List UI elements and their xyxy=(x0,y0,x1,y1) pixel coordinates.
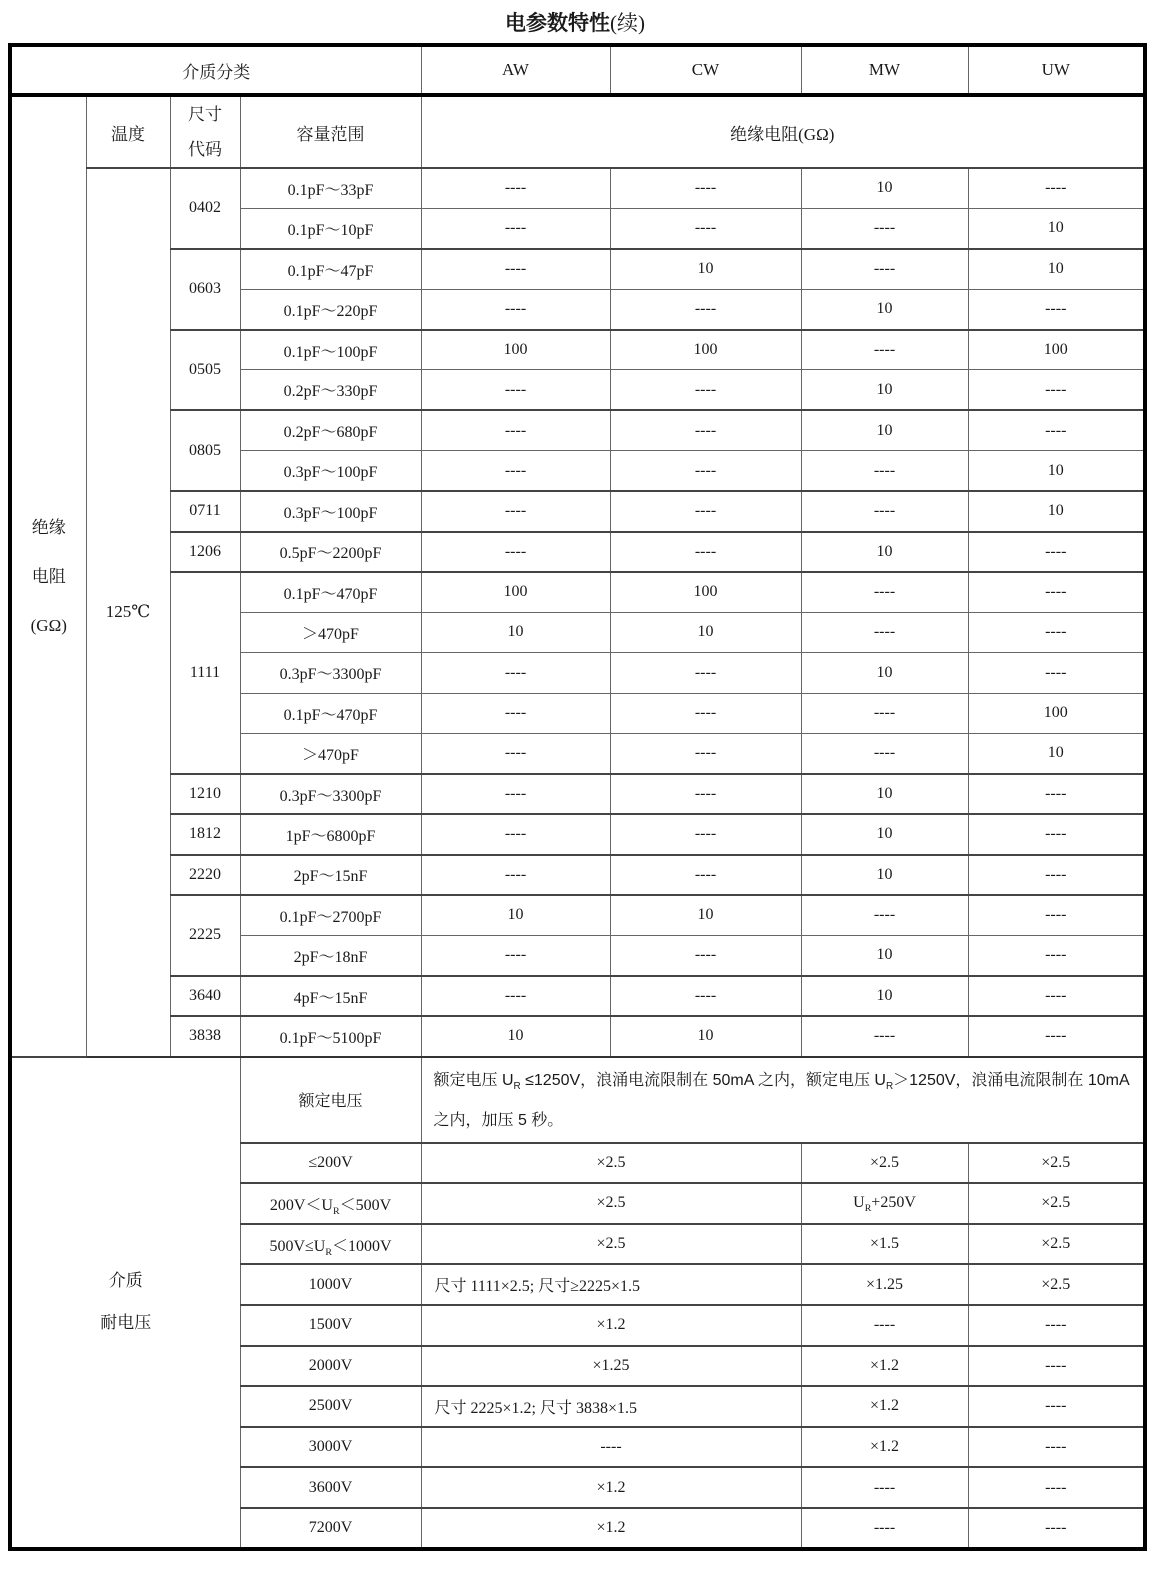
ir-value-aw: ---- xyxy=(421,370,610,410)
ir-value-mw: ---- xyxy=(801,895,968,935)
ir-value-aw: ---- xyxy=(421,168,610,208)
ir-value-cw: ---- xyxy=(610,410,801,450)
ir-value-uw: ---- xyxy=(968,855,1145,895)
capacity-range-cell: 1pF～6800pF xyxy=(240,814,421,854)
multiplier-awcw: ×2.5 xyxy=(421,1183,801,1224)
ir-value-mw: 10 xyxy=(801,653,968,693)
ir-value-mw: ---- xyxy=(801,208,968,248)
ir-value-cw: ---- xyxy=(610,976,801,1016)
ir-value-mw: ---- xyxy=(801,330,968,370)
table-row xyxy=(10,895,1145,935)
ir-value-uw: 10 xyxy=(968,451,1145,491)
ir-value-cw: 10 xyxy=(610,895,801,935)
ir-value-cw: 10 xyxy=(610,1016,801,1056)
capacity-range-cell: 0.5pF～2200pF xyxy=(240,532,421,572)
multiplier-uw: ---- xyxy=(968,1346,1145,1387)
ir-value-cw: 10 xyxy=(610,612,801,652)
ir-value-mw: 10 xyxy=(801,774,968,814)
ir-value-uw: ---- xyxy=(968,653,1145,693)
col-header-mw: MW xyxy=(801,45,968,95)
ir-value-aw: 10 xyxy=(421,895,610,935)
multiplier-awcw: 尺寸 2225×1.2; 尺寸 3838×1.5 xyxy=(421,1386,801,1427)
ir-value-mw: 10 xyxy=(801,935,968,975)
capacity-range-cell: 0.1pF～470pF xyxy=(240,572,421,612)
size-code-header-line: 尺寸 xyxy=(188,105,222,124)
withstand-voltage-row-label xyxy=(10,1057,240,1549)
ir-value-mw: 10 xyxy=(801,855,968,895)
multiplier-mw: ×2.5 xyxy=(801,1143,968,1184)
withstand-label-line: 介质 xyxy=(108,1271,143,1291)
multiplier-awcw: ---- xyxy=(421,1427,801,1468)
insulation-label-line: (GΩ) xyxy=(30,615,67,635)
ir-value-cw: ---- xyxy=(610,653,801,693)
voltage-cell: 2500V xyxy=(240,1386,421,1427)
table-row xyxy=(10,330,1145,370)
ir-value-aw: ---- xyxy=(421,733,610,773)
multiplier-awcw: ×1.25 xyxy=(421,1346,801,1387)
ir-value-cw: ---- xyxy=(610,168,801,208)
ir-value-aw: ---- xyxy=(421,774,610,814)
size-code-cell: 3640 xyxy=(170,976,240,1016)
ir-value-cw: 10 xyxy=(610,249,801,289)
rated-voltage-note-row xyxy=(10,1057,1145,1143)
ir-value-uw: ---- xyxy=(968,370,1145,410)
capacity-range-cell: 0.3pF～100pF xyxy=(240,451,421,491)
multiplier-uw: ---- xyxy=(968,1467,1145,1508)
size-code-cell: 3838 xyxy=(170,1016,240,1056)
size-code-cell: 2220 xyxy=(170,855,240,895)
ir-value-mw: 10 xyxy=(801,410,968,450)
ir-value-uw: ---- xyxy=(968,168,1145,208)
multiplier-awcw: ×2.5 xyxy=(421,1143,801,1184)
col-header-uw: UW xyxy=(968,45,1145,95)
multiplier-awcw: ×1.2 xyxy=(421,1508,801,1549)
voltage-cell: $500V\le U_R<1000V$ xyxy=(240,1224,421,1265)
multiplier-mw: $U_R+250V$ xyxy=(801,1183,968,1224)
ir-value-aw: ---- xyxy=(421,451,610,491)
ir-value-cw: ---- xyxy=(610,208,801,248)
ir-value-uw: ---- xyxy=(968,774,1145,814)
table-row xyxy=(10,1016,1145,1056)
table-row xyxy=(10,410,1145,450)
ir-value-aw: ---- xyxy=(421,814,610,854)
ir-value-cw: ---- xyxy=(610,370,801,410)
voltage-cell: 1000V xyxy=(240,1264,421,1305)
ir-value-mw: 10 xyxy=(801,168,968,208)
ir-value-uw: ---- xyxy=(968,612,1145,652)
table-row xyxy=(10,532,1145,572)
capacity-range-cell: 0.2pF～680pF xyxy=(240,410,421,450)
multiplier-uw: ×2.5 xyxy=(968,1183,1145,1224)
voltage-cell: 1500V xyxy=(240,1305,421,1346)
ir-value-uw: ---- xyxy=(968,814,1145,854)
capacity-range-header: 容量范围 xyxy=(240,95,421,168)
ir-value-uw: 10 xyxy=(968,249,1145,289)
capacity-range-cell: 0.1pF～5100pF xyxy=(240,1016,421,1056)
capacity-range-cell: 0.1pF～220pF xyxy=(240,289,421,329)
size-code-cell: 2225 xyxy=(170,895,240,976)
table-row xyxy=(10,774,1145,814)
size-code-header xyxy=(170,95,240,168)
size-code-cell: 0402 xyxy=(170,168,240,249)
ir-value-aw: 100 xyxy=(421,330,610,370)
spec-table xyxy=(8,43,1147,1551)
rated-voltage-note: 额定电压 $U_R \le 1250V$，浪涌电流限制在 50mA 之内，额定电压 $U_R>1250V$，浪涌电流限制在 10mA 之内，加压 5 秒。 xyxy=(421,1057,1145,1143)
capacity-range-cell: 0.3pF～3300pF xyxy=(240,774,421,814)
capacity-range-cell: 0.3pF～100pF xyxy=(240,491,421,531)
ir-value-mw: ---- xyxy=(801,693,968,733)
size-code-cell: 0505 xyxy=(170,330,240,411)
size-code-cell: 0805 xyxy=(170,410,240,491)
ir-value-mw: 10 xyxy=(801,370,968,410)
ir-value-mw: ---- xyxy=(801,249,968,289)
ir-value-uw: ---- xyxy=(968,289,1145,329)
temperature-header: 温度 xyxy=(86,95,170,168)
ir-value-aw: 10 xyxy=(421,612,610,652)
table-row xyxy=(10,491,1145,531)
ir-value-uw: 10 xyxy=(968,491,1145,531)
ir-value-aw: ---- xyxy=(421,208,610,248)
ir-value-uw: ---- xyxy=(968,935,1145,975)
capacity-range-cell: 2pF～18nF xyxy=(240,935,421,975)
voltage-cell: 2000V xyxy=(240,1346,421,1387)
ir-value-uw: ---- xyxy=(968,1016,1145,1056)
table-row xyxy=(10,814,1145,854)
ir-value-uw: ---- xyxy=(968,532,1145,572)
table-subheader-row xyxy=(10,95,1145,168)
col-header-cw: CW xyxy=(610,45,801,95)
capacity-range-cell: 2pF～15nF xyxy=(240,855,421,895)
ir-value-uw: ---- xyxy=(968,976,1145,1016)
multiplier-mw: ×1.25 xyxy=(801,1264,968,1305)
page-title-main: 电参数特性 xyxy=(505,11,610,35)
voltage-cell: ≤200V xyxy=(240,1143,421,1184)
size-code-cell: 1111 xyxy=(170,572,240,774)
voltage-cell: 3600V xyxy=(240,1467,421,1508)
ir-value-cw: ---- xyxy=(610,814,801,854)
size-code-header-line: 代码 xyxy=(188,140,222,159)
capacity-range-cell: 4pF～15nF xyxy=(240,976,421,1016)
ir-value-mw: ---- xyxy=(801,572,968,612)
ir-value-uw: ---- xyxy=(968,410,1145,450)
size-code-cell: 1812 xyxy=(170,814,240,854)
capacity-range-cell: 0.1pF～33pF xyxy=(240,168,421,208)
capacity-range-cell: 0.1pF～47pF xyxy=(240,249,421,289)
multiplier-mw: ×1.5 xyxy=(801,1224,968,1265)
ir-value-aw: ---- xyxy=(421,935,610,975)
capacity-range-cell: ＞470pF xyxy=(240,733,421,773)
size-code-cell: 0603 xyxy=(170,249,240,330)
ir-value-cw: ---- xyxy=(610,935,801,975)
col-header-aw: AW xyxy=(421,45,610,95)
voltage-cell: 7200V xyxy=(240,1508,421,1549)
size-code-cell: 1210 xyxy=(170,774,240,814)
ir-value-aw: 10 xyxy=(421,1016,610,1056)
multiplier-mw: ---- xyxy=(801,1305,968,1346)
multiplier-awcw: ×2.5 xyxy=(421,1224,801,1265)
ir-value-uw: 10 xyxy=(968,733,1145,773)
ir-value-aw: ---- xyxy=(421,976,610,1016)
capacity-range-cell: 0.1pF～10pF xyxy=(240,208,421,248)
ir-value-aw: ---- xyxy=(421,693,610,733)
ir-value-cw: ---- xyxy=(610,289,801,329)
capacity-range-cell: 0.3pF～3300pF xyxy=(240,653,421,693)
multiplier-mw: ---- xyxy=(801,1508,968,1549)
ir-value-uw: 100 xyxy=(968,330,1145,370)
insulation-label-line: 电阻 xyxy=(31,566,66,586)
table-row xyxy=(10,168,1145,208)
page-title-suffix: (续) xyxy=(610,11,645,35)
dielectric-class-header: 介质分类 xyxy=(10,45,421,95)
ir-value-aw: 100 xyxy=(421,572,610,612)
multiplier-uw: ---- xyxy=(968,1427,1145,1468)
ir-value-cw: ---- xyxy=(610,855,801,895)
ir-value-mw: 10 xyxy=(801,976,968,1016)
table-header-row xyxy=(10,45,1145,95)
ir-value-cw: ---- xyxy=(610,733,801,773)
multiplier-awcw: ×1.2 xyxy=(421,1305,801,1346)
ir-value-uw: 100 xyxy=(968,693,1145,733)
voltage-cell: 3000V xyxy=(240,1427,421,1468)
multiplier-uw: ×2.5 xyxy=(968,1143,1145,1184)
table-row xyxy=(10,249,1145,289)
insulation-resistance-header: 绝缘电阻(GΩ) xyxy=(421,95,1145,168)
ir-value-mw: 10 xyxy=(801,532,968,572)
multiplier-uw: ×2.5 xyxy=(968,1224,1145,1265)
ir-value-aw: ---- xyxy=(421,532,610,572)
ir-value-cw: 100 xyxy=(610,572,801,612)
ir-value-aw: ---- xyxy=(421,855,610,895)
size-code-cell: 1206 xyxy=(170,532,240,572)
ir-value-cw: ---- xyxy=(610,774,801,814)
withstand-label-line: 耐电压 xyxy=(100,1313,152,1333)
table-row xyxy=(10,855,1145,895)
ir-value-cw: ---- xyxy=(610,532,801,572)
ir-value-uw: ---- xyxy=(968,572,1145,612)
multiplier-awcw: 尺寸 1111×2.5; 尺寸≥2225×1.5 xyxy=(421,1264,801,1305)
table-row xyxy=(10,976,1145,1016)
size-code-cell: 0711 xyxy=(170,491,240,531)
multiplier-mw: ---- xyxy=(801,1467,968,1508)
multiplier-uw: ---- xyxy=(968,1386,1145,1427)
ir-value-mw: ---- xyxy=(801,1016,968,1056)
capacity-range-cell: ＞470pF xyxy=(240,612,421,652)
table-row xyxy=(10,572,1145,612)
ir-value-aw: ---- xyxy=(421,491,610,531)
ir-value-cw: ---- xyxy=(610,693,801,733)
ir-value-cw: ---- xyxy=(610,491,801,531)
ir-value-mw: ---- xyxy=(801,451,968,491)
ir-value-uw: ---- xyxy=(968,895,1145,935)
multiplier-mw: ×1.2 xyxy=(801,1386,968,1427)
ir-value-aw: ---- xyxy=(421,410,610,450)
ir-value-aw: ---- xyxy=(421,249,610,289)
rated-voltage-label: 额定电压 xyxy=(240,1057,421,1143)
voltage-cell: $200V<U_R<500V$ xyxy=(240,1183,421,1224)
ir-value-mw: 10 xyxy=(801,289,968,329)
multiplier-uw: ---- xyxy=(968,1305,1145,1346)
ir-value-aw: ---- xyxy=(421,653,610,693)
insulation-resistance-row-label xyxy=(10,95,86,1057)
page-title xyxy=(0,8,1150,38)
multiplier-uw: ---- xyxy=(968,1508,1145,1549)
capacity-range-cell: 0.2pF～330pF xyxy=(240,370,421,410)
insulation-label-line: 绝缘 xyxy=(31,517,66,537)
multiplier-mw: ×1.2 xyxy=(801,1427,968,1468)
ir-value-aw: ---- xyxy=(421,289,610,329)
ir-value-mw: ---- xyxy=(801,491,968,531)
capacity-range-cell: 0.1pF～2700pF xyxy=(240,895,421,935)
capacity-range-cell: 0.1pF～100pF xyxy=(240,330,421,370)
ir-value-mw: ---- xyxy=(801,733,968,773)
multiplier-uw: ×2.5 xyxy=(968,1264,1145,1305)
multiplier-mw: ×1.2 xyxy=(801,1346,968,1387)
ir-value-mw: 10 xyxy=(801,814,968,854)
capacity-range-cell: 0.1pF～470pF xyxy=(240,693,421,733)
ir-value-cw: 100 xyxy=(610,330,801,370)
ir-value-mw: ---- xyxy=(801,612,968,652)
ir-value-cw: ---- xyxy=(610,451,801,491)
temperature-cell: 125℃ xyxy=(86,168,170,1057)
ir-value-uw: 10 xyxy=(968,208,1145,248)
multiplier-awcw: ×1.2 xyxy=(421,1467,801,1508)
